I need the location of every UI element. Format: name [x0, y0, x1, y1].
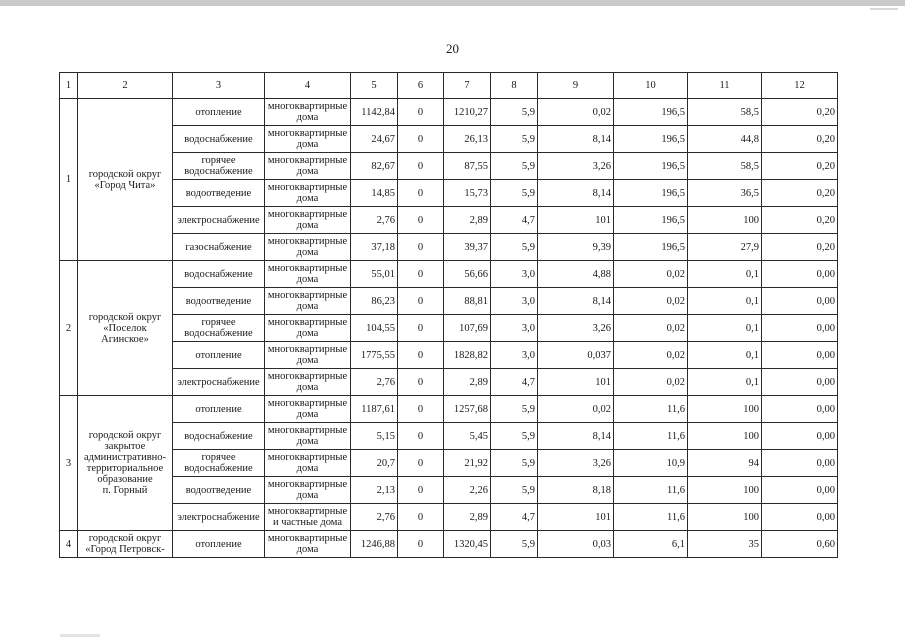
value-cell: 2,76	[351, 369, 398, 396]
value-cell: 4,7	[491, 369, 538, 396]
housing-type-cell: многоквартирные дома	[265, 315, 351, 342]
service-cell: электроснабжение	[173, 207, 265, 234]
municipality-name: городской округ «Город Чита»	[78, 99, 173, 261]
value-cell: 100	[688, 423, 762, 450]
service-cell: водоотведение	[173, 477, 265, 504]
value-cell: 0,00	[762, 261, 838, 288]
value-cell: 0,20	[762, 180, 838, 207]
table-row	[60, 99, 838, 126]
value-cell: 1187,61	[351, 396, 398, 423]
value-cell: 20,7	[351, 450, 398, 477]
value-cell: 100	[688, 477, 762, 504]
value-cell: 3,26	[538, 450, 614, 477]
table-row	[60, 504, 838, 531]
table-row	[60, 288, 838, 315]
value-cell: 36,5	[688, 180, 762, 207]
value-cell: 0,20	[762, 234, 838, 261]
service-cell: горячее водоснабжение	[173, 153, 265, 180]
value-cell: 100	[688, 504, 762, 531]
service-cell: газоснабжение	[173, 234, 265, 261]
column-header: 1	[60, 73, 78, 99]
service-cell: водоснабжение	[173, 261, 265, 288]
value-cell: 5,9	[491, 423, 538, 450]
housing-type-cell: многоквартирные дома	[265, 99, 351, 126]
value-cell: 0	[398, 261, 444, 288]
housing-type-cell: многоквартирные дома	[265, 450, 351, 477]
value-cell: 0,00	[762, 450, 838, 477]
housing-type-cell: многоквартирные дома	[265, 261, 351, 288]
value-cell: 0,02	[538, 99, 614, 126]
value-cell: 0	[398, 342, 444, 369]
column-header: 7	[444, 73, 491, 99]
value-cell: 86,23	[351, 288, 398, 315]
value-cell: 87,55	[444, 153, 491, 180]
value-cell: 39,37	[444, 234, 491, 261]
value-cell: 0,1	[688, 369, 762, 396]
value-cell: 24,67	[351, 126, 398, 153]
value-cell: 3,26	[538, 315, 614, 342]
value-cell: 6,1	[614, 531, 688, 558]
column-header: 5	[351, 73, 398, 99]
value-cell: 15,73	[444, 180, 491, 207]
value-cell: 5,15	[351, 423, 398, 450]
row-number: 2	[60, 261, 78, 396]
value-cell: 5,9	[491, 99, 538, 126]
value-cell: 5,9	[491, 180, 538, 207]
value-cell: 101	[538, 504, 614, 531]
value-cell: 0,02	[614, 369, 688, 396]
value-cell: 37,18	[351, 234, 398, 261]
value-cell: 5,9	[491, 450, 538, 477]
value-cell: 0	[398, 180, 444, 207]
value-cell: 0,1	[688, 342, 762, 369]
value-cell: 0,1	[688, 288, 762, 315]
value-cell: 9,39	[538, 234, 614, 261]
value-cell: 5,9	[491, 477, 538, 504]
value-cell: 56,66	[444, 261, 491, 288]
value-cell: 2,13	[351, 477, 398, 504]
value-cell: 11,6	[614, 504, 688, 531]
value-cell: 0	[398, 315, 444, 342]
scan-artifact	[870, 8, 898, 10]
value-cell: 196,5	[614, 126, 688, 153]
value-cell: 0	[398, 423, 444, 450]
service-cell: отопление	[173, 531, 265, 558]
service-cell: электроснабжение	[173, 369, 265, 396]
value-cell: 0,02	[614, 288, 688, 315]
value-cell: 5,9	[491, 234, 538, 261]
value-cell: 0,02	[614, 315, 688, 342]
table-row	[60, 369, 838, 396]
value-cell: 1775,55	[351, 342, 398, 369]
value-cell: 0,00	[762, 315, 838, 342]
value-cell: 8,14	[538, 423, 614, 450]
service-cell: отопление	[173, 342, 265, 369]
service-cell: водоотведение	[173, 288, 265, 315]
value-cell: 0,1	[688, 261, 762, 288]
value-cell: 0,00	[762, 477, 838, 504]
value-cell: 0	[398, 477, 444, 504]
value-cell: 8,14	[538, 180, 614, 207]
value-cell: 0,00	[762, 423, 838, 450]
value-cell: 0,20	[762, 207, 838, 234]
value-cell: 2,89	[444, 207, 491, 234]
value-cell: 4,88	[538, 261, 614, 288]
housing-type-cell: многоквартирные дома	[265, 369, 351, 396]
housing-type-cell: многоквартирные дома	[265, 234, 351, 261]
service-cell: отопление	[173, 99, 265, 126]
value-cell: 11,6	[614, 396, 688, 423]
row-number: 3	[60, 396, 78, 531]
value-cell: 196,5	[614, 180, 688, 207]
value-cell: 101	[538, 207, 614, 234]
value-cell: 27,9	[688, 234, 762, 261]
table-row	[60, 450, 838, 477]
value-cell: 5,9	[491, 396, 538, 423]
value-cell: 3,0	[491, 261, 538, 288]
value-cell: 35	[688, 531, 762, 558]
value-cell: 21,92	[444, 450, 491, 477]
value-cell: 0,00	[762, 396, 838, 423]
table-row	[60, 180, 838, 207]
value-cell: 4,7	[491, 207, 538, 234]
value-cell: 1257,68	[444, 396, 491, 423]
value-cell: 94	[688, 450, 762, 477]
table-row	[60, 531, 838, 558]
housing-type-cell: многоквартирные дома	[265, 180, 351, 207]
housing-type-cell: многоквартирные дома	[265, 531, 351, 558]
value-cell: 1246,88	[351, 531, 398, 558]
column-header: 9	[538, 73, 614, 99]
service-cell: горячее водоснабжение	[173, 450, 265, 477]
value-cell: 0,02	[614, 261, 688, 288]
value-cell: 8,14	[538, 288, 614, 315]
value-cell: 2,76	[351, 504, 398, 531]
table-row	[60, 423, 838, 450]
value-cell: 3,0	[491, 342, 538, 369]
value-cell: 107,69	[444, 315, 491, 342]
value-cell: 5,9	[491, 153, 538, 180]
value-cell: 0,20	[762, 126, 838, 153]
housing-type-cell: многоквартирные дома	[265, 342, 351, 369]
value-cell: 196,5	[614, 153, 688, 180]
value-cell: 2,89	[444, 504, 491, 531]
value-cell: 2,76	[351, 207, 398, 234]
service-cell: горячее водоснабжение	[173, 315, 265, 342]
value-cell: 0	[398, 504, 444, 531]
value-cell: 44,8	[688, 126, 762, 153]
value-cell: 5,9	[491, 531, 538, 558]
value-cell: 0	[398, 288, 444, 315]
service-cell: отопление	[173, 396, 265, 423]
value-cell: 1210,27	[444, 99, 491, 126]
value-cell: 4,7	[491, 504, 538, 531]
service-cell: водоснабжение	[173, 423, 265, 450]
value-cell: 10,9	[614, 450, 688, 477]
column-header: 8	[491, 73, 538, 99]
value-cell: 3,0	[491, 288, 538, 315]
housing-type-cell: многоквартирные дома	[265, 423, 351, 450]
value-cell: 0,02	[538, 396, 614, 423]
value-cell: 1320,45	[444, 531, 491, 558]
value-cell: 5,9	[491, 126, 538, 153]
value-cell: 5,45	[444, 423, 491, 450]
tariff-table	[59, 72, 838, 558]
value-cell: 0,00	[762, 288, 838, 315]
row-number: 4	[60, 531, 78, 558]
value-cell: 2,89	[444, 369, 491, 396]
table-row	[60, 234, 838, 261]
value-cell: 0	[398, 450, 444, 477]
service-cell: водоотведение	[173, 180, 265, 207]
value-cell: 0	[398, 369, 444, 396]
value-cell: 55,01	[351, 261, 398, 288]
column-header: 3	[173, 73, 265, 99]
value-cell: 0,03	[538, 531, 614, 558]
value-cell: 100	[688, 207, 762, 234]
value-cell: 26,13	[444, 126, 491, 153]
value-cell: 1828,82	[444, 342, 491, 369]
value-cell: 0	[398, 207, 444, 234]
housing-type-cell: многоквартирные дома	[265, 153, 351, 180]
value-cell: 196,5	[614, 207, 688, 234]
value-cell: 3,0	[491, 315, 538, 342]
value-cell: 100	[688, 396, 762, 423]
value-cell: 14,85	[351, 180, 398, 207]
service-cell: электроснабжение	[173, 504, 265, 531]
housing-type-cell: многоквартирные дома	[265, 126, 351, 153]
value-cell: 8,14	[538, 126, 614, 153]
value-cell: 0,1	[688, 315, 762, 342]
table-row	[60, 207, 838, 234]
value-cell: 0	[398, 396, 444, 423]
value-cell: 58,5	[688, 153, 762, 180]
value-cell: 11,6	[614, 423, 688, 450]
value-cell: 0,00	[762, 369, 838, 396]
scan-artifact	[60, 634, 100, 637]
table-row	[60, 153, 838, 180]
value-cell: 8,18	[538, 477, 614, 504]
column-header: 10	[614, 73, 688, 99]
column-header: 11	[688, 73, 762, 99]
service-cell: водоснабжение	[173, 126, 265, 153]
table-row	[60, 396, 838, 423]
value-cell: 196,5	[614, 234, 688, 261]
header-row	[60, 73, 838, 99]
page-number: 20	[446, 41, 459, 56]
table-row	[60, 477, 838, 504]
housing-type-cell: многоквартирные дома	[265, 207, 351, 234]
value-cell: 0	[398, 531, 444, 558]
housing-type-cell: многоквартирные дома	[265, 288, 351, 315]
column-header: 12	[762, 73, 838, 99]
value-cell: 101	[538, 369, 614, 396]
table-row	[60, 342, 838, 369]
municipality-name: городской округ закрытое административно- территориальное образование п. Горный	[78, 396, 173, 531]
value-cell: 82,67	[351, 153, 398, 180]
value-cell: 0,00	[762, 342, 838, 369]
municipality-name: городской округ «Город Петровск-	[78, 531, 173, 558]
housing-type-cell: многоквартирные и частные дома	[265, 504, 351, 531]
value-cell: 0,02	[614, 342, 688, 369]
value-cell: 0	[398, 99, 444, 126]
value-cell: 11,6	[614, 477, 688, 504]
value-cell: 0	[398, 153, 444, 180]
value-cell: 0,037	[538, 342, 614, 369]
value-cell: 0,20	[762, 99, 838, 126]
value-cell: 88,81	[444, 288, 491, 315]
value-cell: 0	[398, 126, 444, 153]
value-cell: 3,26	[538, 153, 614, 180]
table-row	[60, 315, 838, 342]
column-header: 2	[78, 73, 173, 99]
municipality-name: городской округ «Поселок Агинское»	[78, 261, 173, 396]
row-number: 1	[60, 99, 78, 261]
table-row	[60, 261, 838, 288]
column-header: 6	[398, 73, 444, 99]
value-cell: 0,00	[762, 504, 838, 531]
value-cell: 58,5	[688, 99, 762, 126]
value-cell: 2,26	[444, 477, 491, 504]
value-cell: 1142,84	[351, 99, 398, 126]
column-header: 4	[265, 73, 351, 99]
value-cell: 0,20	[762, 153, 838, 180]
value-cell: 0,60	[762, 531, 838, 558]
value-cell: 196,5	[614, 99, 688, 126]
scan-top-border	[0, 0, 905, 6]
value-cell: 104,55	[351, 315, 398, 342]
value-cell: 0	[398, 234, 444, 261]
table-row	[60, 126, 838, 153]
housing-type-cell: многоквартирные дома	[265, 477, 351, 504]
housing-type-cell: многоквартирные дома	[265, 396, 351, 423]
